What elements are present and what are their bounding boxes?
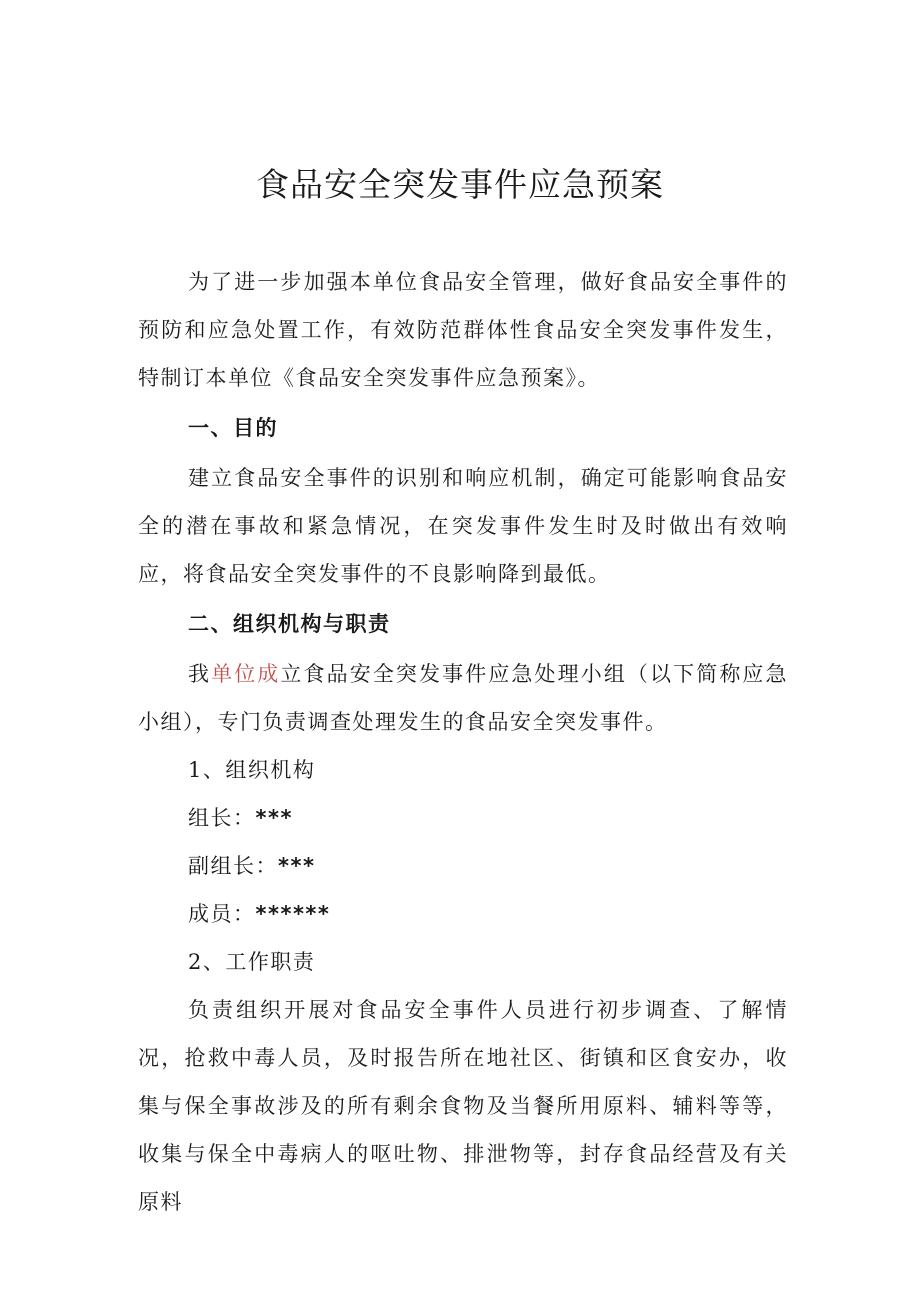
deputy-value: ***: [278, 854, 316, 878]
deputy-line: [138, 842, 788, 890]
section-heading-purpose: 一、目的: [188, 416, 278, 440]
deputy-label: 副组长：: [188, 854, 278, 878]
purpose-paragraph: 建立食品安全事件的识别和响应机制，确定可能影响食品安全的潜在事故和紧急情况，在突发事件发生时及时做出有效响应，将食品安全突发事件的不良影响降到最低。: [138, 466, 788, 586]
members-label: 成员：: [188, 902, 256, 926]
document-title: 食品安全突发事件应急预案: [256, 165, 664, 204]
organization-paragraph: [138, 650, 788, 746]
leader-line: [138, 794, 788, 842]
organization-text-suffix: 立食品安全突发事件应急处理小组（以下简称应急小组），专门负责调查处理发生的食品安全突发事件。: [138, 662, 789, 734]
organization-text-prefix: 我: [188, 662, 212, 686]
duties-paragraph: 负责组织开展对食品安全事件人员进行初步调查、了解情况，抢救中毒人员，及时报告所在地社区、街镇和区食安办，收集与保全事故涉及的所有剩余食物及当餐所用原料、辅料等等，收集与保全中毒病人的呕吐物、排泄物等，封存食品经营及有关原料: [138, 998, 788, 1214]
intro-paragraph: 为了进一步加强本单位食品安全管理，做好食品安全事件的预防和应急处置工作，有效防范群体性食品安全突发事件发生，特制订本单位《食品安全突发事件应急预案》。: [138, 270, 788, 390]
leader-label: 组长：: [188, 806, 256, 830]
section-heading-organization: 二、组织机构与职责: [188, 612, 391, 636]
leader-value: ***: [255, 806, 293, 830]
highlighted-text: 单位成: [211, 662, 281, 686]
subheading-duties: 2、工作职责: [188, 950, 316, 974]
document-body: [138, 258, 788, 1226]
members-value: ******: [255, 902, 331, 926]
subheading-structure: 1、组织机构: [188, 758, 316, 782]
members-line: [138, 890, 788, 938]
